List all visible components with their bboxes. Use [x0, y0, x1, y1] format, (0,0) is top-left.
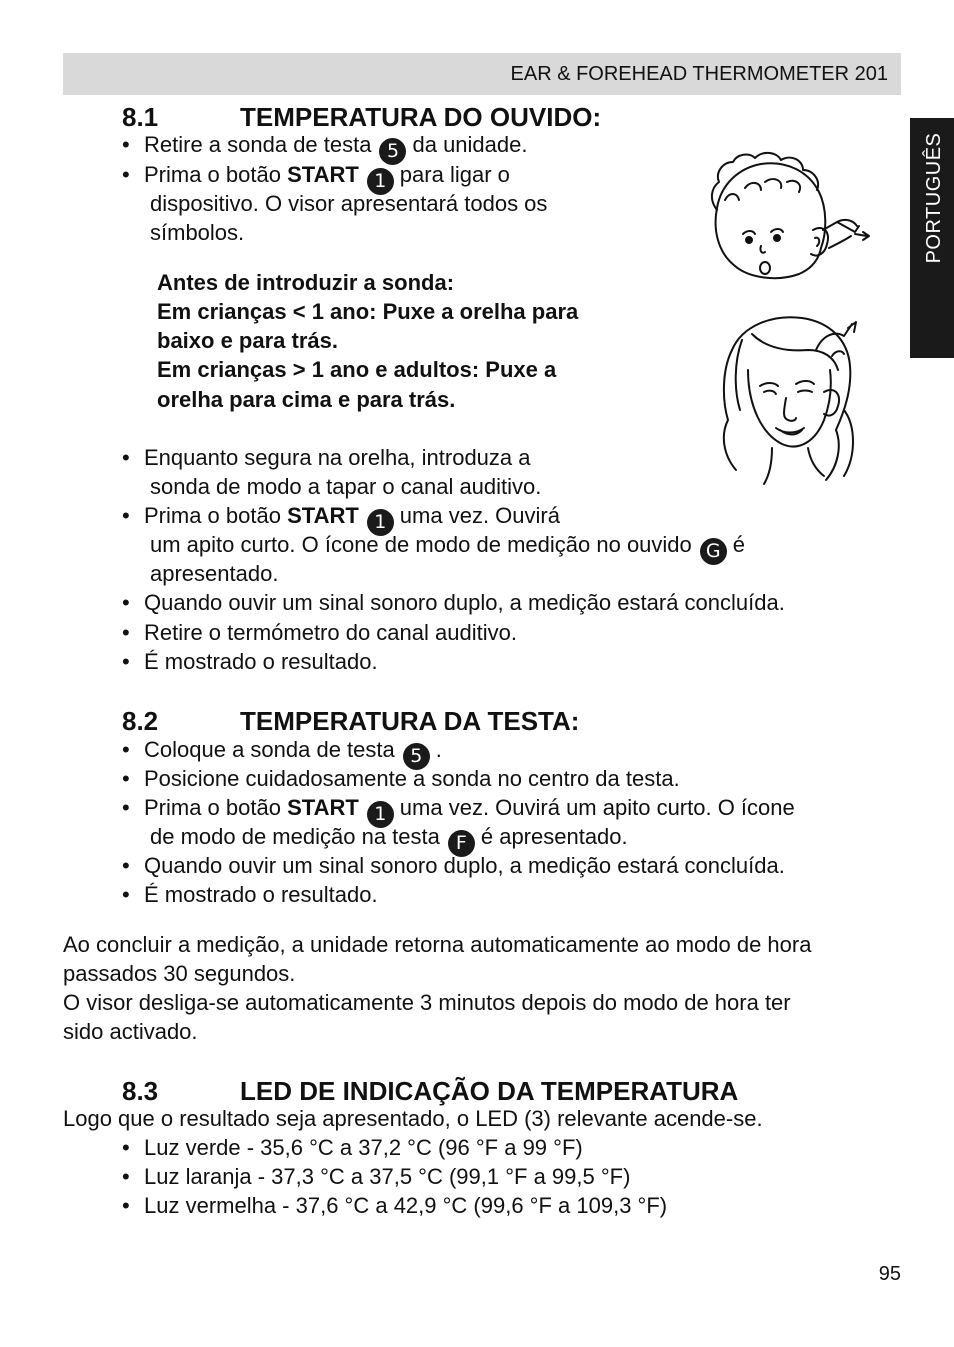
section-8-3-heading	[122, 1076, 738, 1106]
list-item: Prima o botão START 1 uma vez. Ouvirá um apito curto. O ícone	[144, 793, 795, 828]
paragraph-line: O visor desliga-se automaticamente 3 minutos depois do modo de hora ter	[63, 990, 791, 1015]
list-item-continued: dispositivo. O visor apresentará todos os	[150, 191, 548, 216]
list-item: Coloque a sonda de testa 5 .	[144, 735, 442, 770]
bullet: •	[122, 1164, 130, 1189]
section-8-2-heading	[122, 706, 579, 736]
list-item: Quando ouvir um sinal sonoro duplo, a medição estará concluída.	[144, 853, 785, 878]
list-item-continued: símbolos.	[150, 220, 245, 245]
start-button-badge: 1	[367, 801, 394, 828]
list-item-continued: apresentado.	[150, 561, 279, 586]
section-number: 8.1	[122, 102, 159, 132]
bullet: •	[122, 795, 130, 820]
note-text: Em crianças > 1 ano e adultos: Puxe a	[157, 357, 557, 382]
list-item-continued: sonda de modo a tapar o canal auditivo.	[150, 474, 542, 499]
list-item: Retire a sonda de testa 5 da unidade.	[144, 130, 527, 165]
bullet: •	[122, 882, 130, 907]
header-title: EAR & FOREHEAD THERMOMETER 201	[510, 63, 888, 85]
ear-mode-icon: G	[700, 538, 727, 565]
bullet: •	[122, 737, 130, 762]
list-item-continued: um apito curto. O ícone de modo de medição no ouvido G é	[150, 530, 745, 565]
note-text: baixo e para trás.	[157, 328, 338, 353]
paragraph-line: Logo que o resultado seja apresentado, o LED (3) relevante acende-se.	[63, 1106, 763, 1131]
bullet: •	[122, 162, 130, 187]
list-item: É mostrado o resultado.	[144, 649, 378, 674]
page-header	[63, 53, 901, 95]
list-item: Enquanto segura na orelha, introduza a	[144, 445, 531, 470]
section-number: 8.2	[122, 706, 159, 736]
bullet: •	[122, 503, 130, 528]
adult-ear-illustration	[712, 310, 862, 492]
bullet: •	[122, 620, 130, 645]
bullet: •	[122, 1135, 130, 1160]
section-8-1-heading	[122, 102, 601, 132]
list-item: Prima o botão START 1 uma vez. Ouvirá	[144, 501, 560, 536]
forehead-mode-icon: F	[448, 830, 475, 857]
probe-part-badge: 5	[379, 138, 406, 165]
start-button-badge: 1	[367, 509, 394, 536]
probe-part-badge: 5	[403, 743, 430, 770]
list-item: Retire o termómetro do canal auditivo.	[144, 620, 517, 645]
list-item: Luz verde - 35,6 °C a 37,2 °C (96 °F a 99 °F)	[144, 1135, 583, 1160]
list-item: Prima o botão START 1 para ligar o	[144, 160, 510, 195]
language-tab	[910, 118, 954, 358]
page-number: 95	[878, 1263, 901, 1285]
start-button-badge: 1	[367, 168, 394, 195]
list-item: Quando ouvir um sinal sonoro duplo, a medição estará concluída.	[144, 590, 785, 615]
list-item-continued: de modo de medição na testa F é apresentado.	[150, 822, 628, 857]
section-title: TEMPERATURA DA TESTA:	[240, 706, 580, 736]
paragraph-line: sido activado.	[63, 1019, 198, 1044]
section-title: LED DE INDICAÇÃO DA TEMPERATURA	[240, 1076, 739, 1106]
bullet: •	[122, 590, 130, 615]
list-item: Luz laranja - 37,3 °C a 37,5 °C (99,1 °F a 99,5 °F)	[144, 1164, 631, 1189]
note-text: Em crianças < 1 ano: Puxe a orelha para	[157, 299, 579, 324]
bullet: •	[122, 649, 130, 674]
language-tab-label: PORTUGUÊS	[923, 132, 945, 264]
section-number: 8.3	[122, 1076, 159, 1106]
note-text: Antes de introduzir a sonda:	[157, 270, 455, 295]
bullet: •	[122, 853, 130, 878]
section-title: TEMPERATURA DO OUVIDO:	[240, 102, 602, 132]
list-item: Posicione cuidadosamente a sonda no centro da testa.	[144, 766, 680, 791]
note-text: orelha para cima e para trás.	[157, 387, 456, 412]
bullet: •	[122, 1193, 130, 1218]
bullet: •	[122, 132, 130, 157]
list-item: Luz vermelha - 37,6 °C a 42,9 °C (99,6 °F a 109,3 °F)	[144, 1193, 668, 1218]
paragraph-line: Ao concluir a medição, a unidade retorna automaticamente ao modo de hora	[63, 932, 812, 957]
bullet: •	[122, 766, 130, 791]
child-ear-illustration	[695, 148, 875, 286]
bullet: •	[122, 445, 130, 470]
paragraph-line: passados 30 segundos.	[63, 961, 296, 986]
list-item: É mostrado o resultado.	[144, 882, 378, 907]
